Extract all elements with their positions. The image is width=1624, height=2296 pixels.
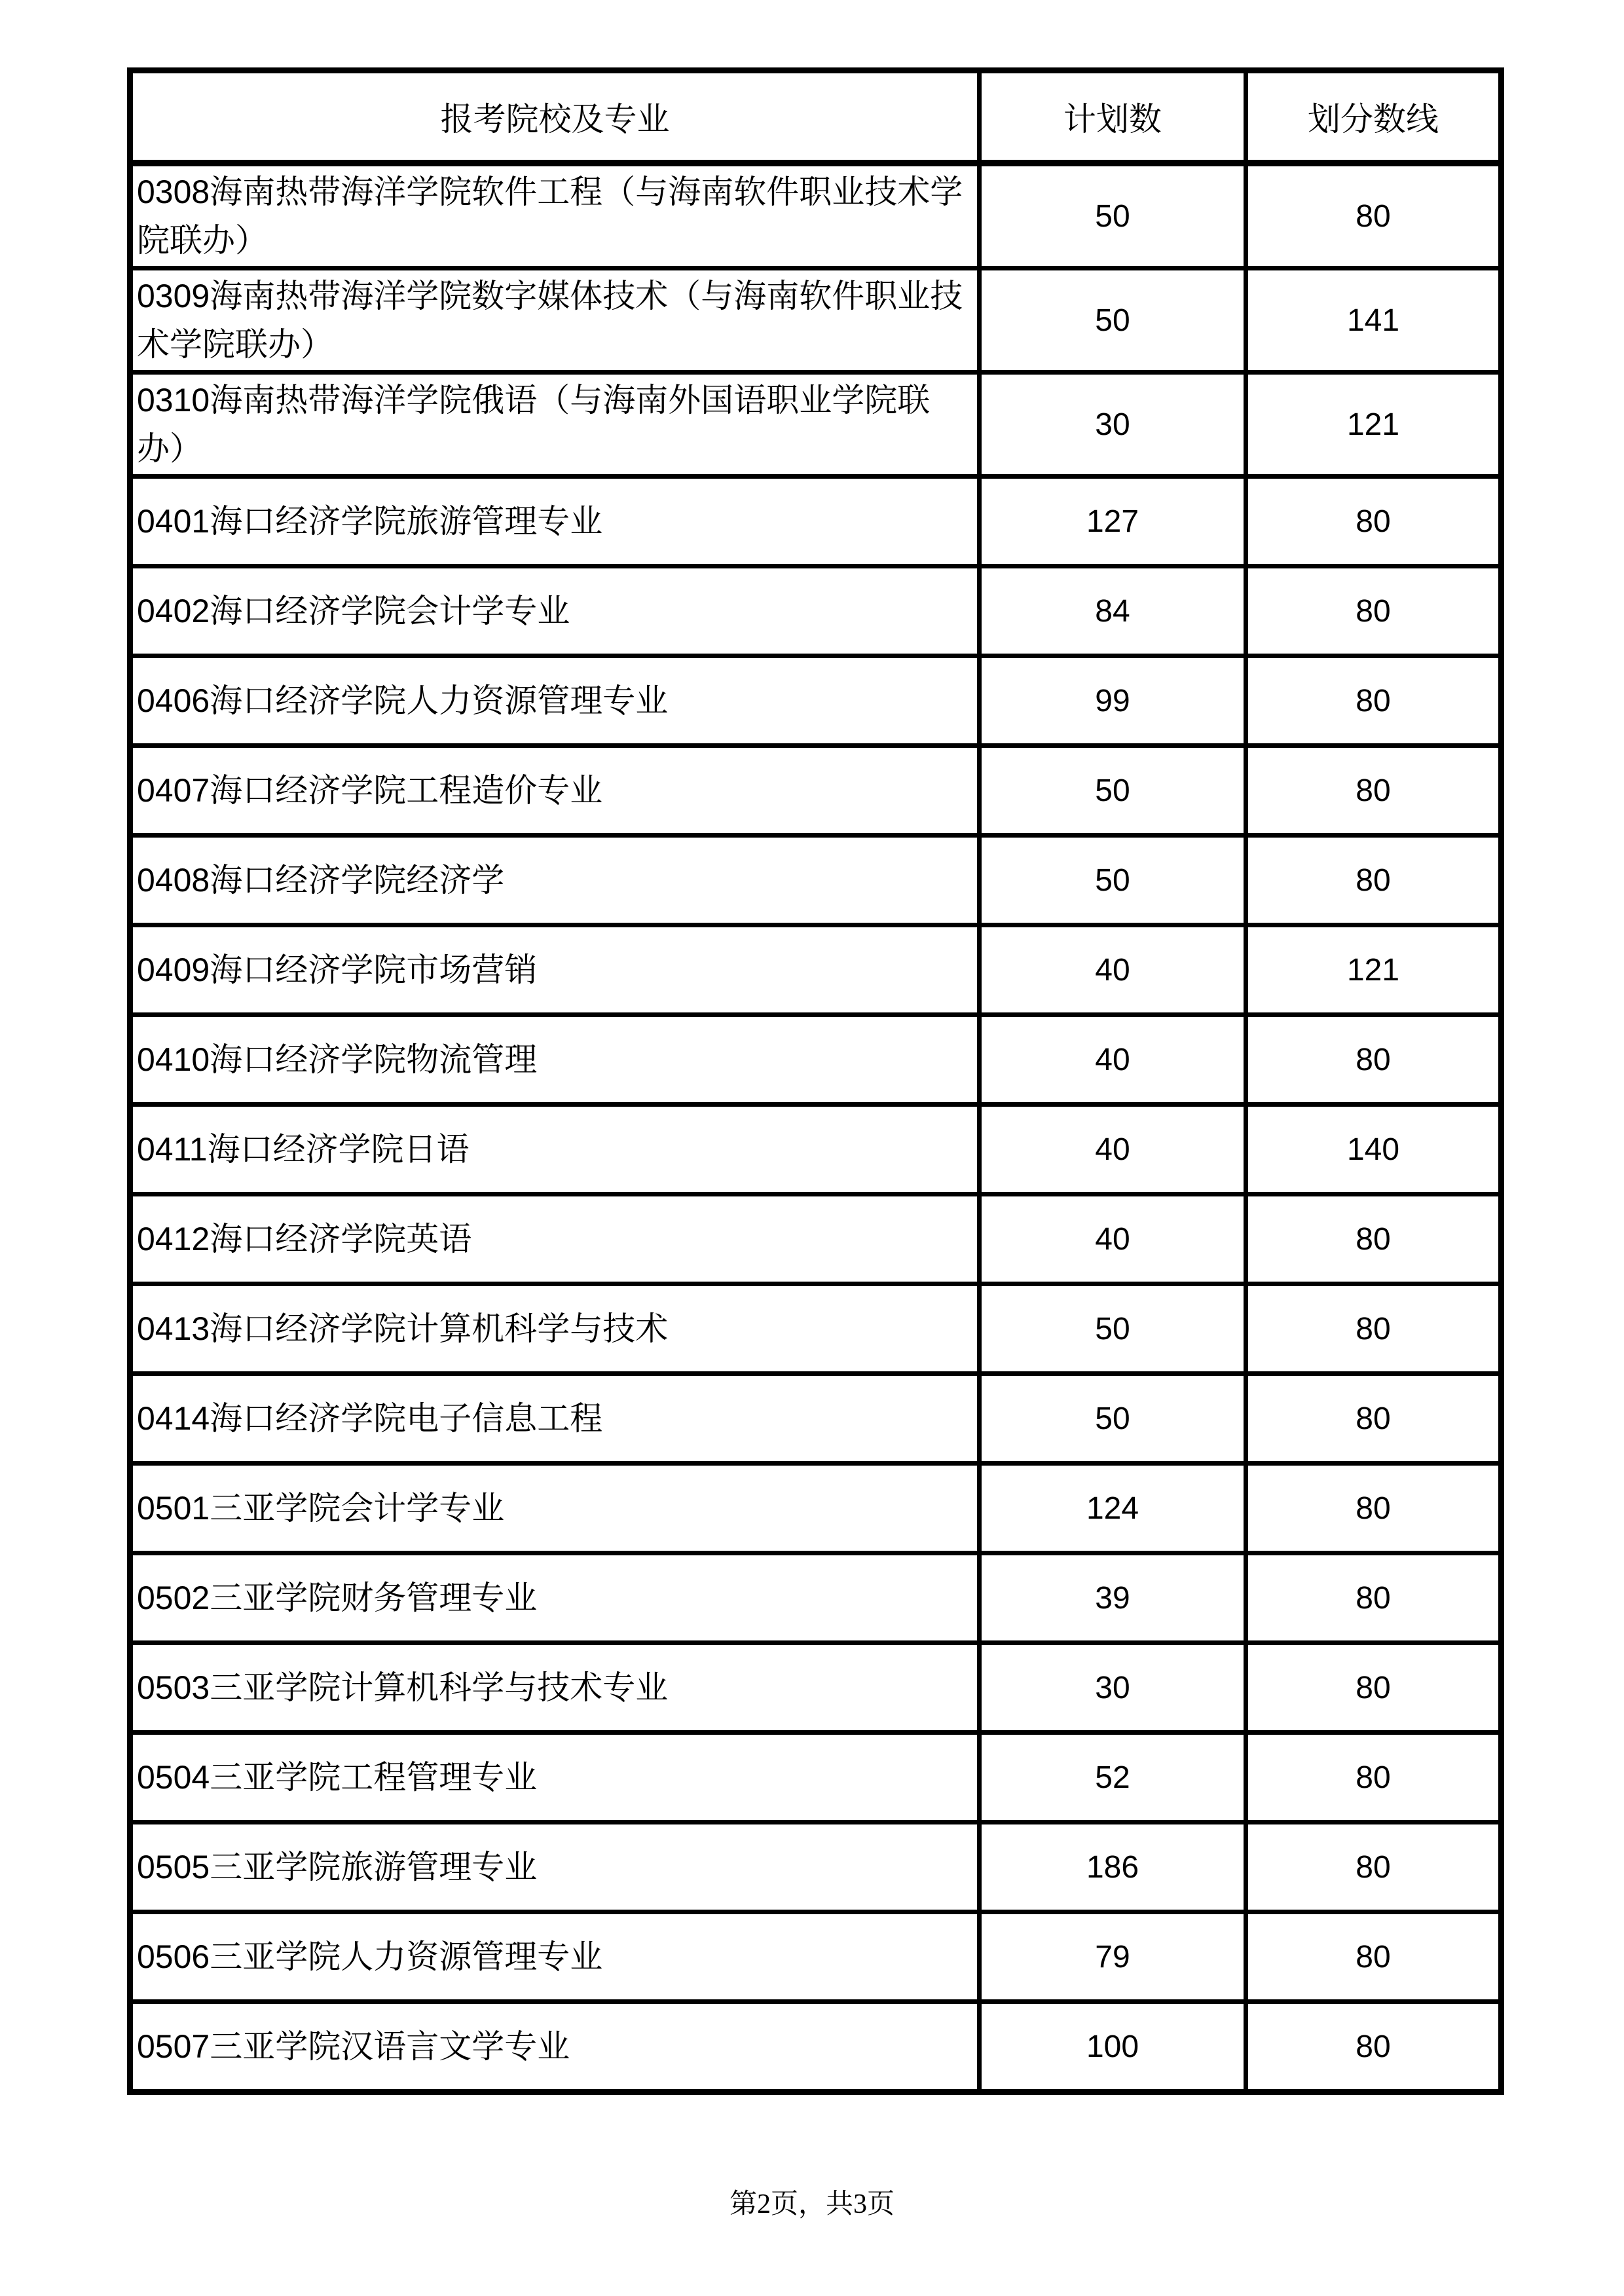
plan-cell: 124 [980,1464,1246,1553]
major-cell: 0412海口经济学院英语 [130,1194,980,1284]
table-row [130,1912,1502,2002]
score-cell: 80 [1246,163,1502,268]
plan-cell: 99 [980,656,1246,746]
score-cell: 80 [1246,836,1502,925]
table-row [130,1464,1502,1553]
table-row [130,268,1502,373]
plan-cell: 186 [980,1823,1246,1912]
page-number-indicator: 第2页，共3页 [729,2189,895,2219]
plan-cell: 50 [980,1284,1246,1374]
score-cell: 80 [1246,566,1502,656]
table-row [130,836,1502,925]
major-cell: 0401海口经济学院旅游管理专业 [130,477,980,566]
score-cell: 141 [1246,268,1502,373]
plan-cell: 50 [980,1374,1246,1464]
admission-score-table [127,67,1504,2095]
major-cell: 0406海口经济学院人力资源管理专业 [130,656,980,746]
score-cell: 80 [1246,1374,1502,1464]
major-cell: 0409海口经济学院市场营销 [130,925,980,1015]
major-cell: 0503三亚学院计算机科学与技术专业 [130,1643,980,1733]
table-row [130,1733,1502,1823]
col-header-plan: 计划数 [980,71,1246,164]
score-cell: 80 [1246,1015,1502,1105]
major-cell: 0414海口经济学院电子信息工程 [130,1374,980,1464]
table-row [130,1284,1502,1374]
col-header-major: 报考院校及专业 [130,71,980,164]
major-cell: 0410海口经济学院物流管理 [130,1015,980,1105]
score-cell: 80 [1246,1733,1502,1823]
plan-cell: 50 [980,163,1246,268]
table-row [130,373,1502,477]
plan-cell: 39 [980,1553,1246,1643]
score-cell: 80 [1246,2002,1502,2092]
major-cell: 0408海口经济学院经济学 [130,836,980,925]
col-header-score: 划分数线 [1246,71,1502,164]
major-cell: 0411海口经济学院日语 [130,1105,980,1194]
plan-cell: 30 [980,1643,1246,1733]
plan-cell: 127 [980,477,1246,566]
table-row [130,746,1502,836]
plan-cell: 40 [980,925,1246,1015]
plan-cell: 30 [980,373,1246,477]
table-header-row [130,71,1502,164]
major-cell: 0507三亚学院汉语言文学专业 [130,2002,980,2092]
plan-cell: 40 [980,1194,1246,1284]
major-cell: 0309海南热带海洋学院数字媒体技术（与海南软件职业技术学院联办） [130,268,980,373]
plan-cell: 52 [980,1733,1246,1823]
major-cell: 0407海口经济学院工程造价专业 [130,746,980,836]
plan-cell: 79 [980,1912,1246,2002]
major-cell: 0505三亚学院旅游管理专业 [130,1823,980,1912]
table-row [130,1105,1502,1194]
score-cell: 80 [1246,1912,1502,2002]
major-cell: 0504三亚学院工程管理专业 [130,1733,980,1823]
table-row [130,1194,1502,1284]
plan-cell: 100 [980,2002,1246,2092]
major-cell: 0413海口经济学院计算机科学与技术 [130,1284,980,1374]
score-cell: 80 [1246,1194,1502,1284]
table-row [130,925,1502,1015]
score-cell: 80 [1246,1823,1502,1912]
score-cell: 121 [1246,373,1502,477]
score-cell: 80 [1246,656,1502,746]
score-cell: 121 [1246,925,1502,1015]
table-row [130,566,1502,656]
score-cell: 80 [1246,1464,1502,1553]
plan-cell: 40 [980,1105,1246,1194]
score-cell: 80 [1246,1553,1502,1643]
major-cell: 0502三亚学院财务管理专业 [130,1553,980,1643]
major-cell: 0506三亚学院人力资源管理专业 [130,1912,980,2002]
score-cell: 140 [1246,1105,1502,1194]
table-row [130,1015,1502,1105]
table-row [130,477,1502,566]
table-row [130,656,1502,746]
table-row [130,2002,1502,2092]
score-cell: 80 [1246,477,1502,566]
plan-cell: 50 [980,836,1246,925]
score-cell: 80 [1246,746,1502,836]
plan-cell: 50 [980,268,1246,373]
score-cell: 80 [1246,1643,1502,1733]
plan-cell: 40 [980,1015,1246,1105]
table-row [130,1643,1502,1733]
table-row [130,1823,1502,1912]
plan-cell: 50 [980,746,1246,836]
major-cell: 0308海南热带海洋学院软件工程（与海南软件职业技术学院联办） [130,163,980,268]
table-row [130,1553,1502,1643]
plan-cell: 84 [980,566,1246,656]
major-cell: 0501三亚学院会计学专业 [130,1464,980,1553]
score-cell: 80 [1246,1284,1502,1374]
major-cell: 0310海南热带海洋学院俄语（与海南外国语职业学院联办） [130,373,980,477]
table-row [130,163,1502,268]
major-cell: 0402海口经济学院会计学专业 [130,566,980,656]
table-row [130,1374,1502,1464]
